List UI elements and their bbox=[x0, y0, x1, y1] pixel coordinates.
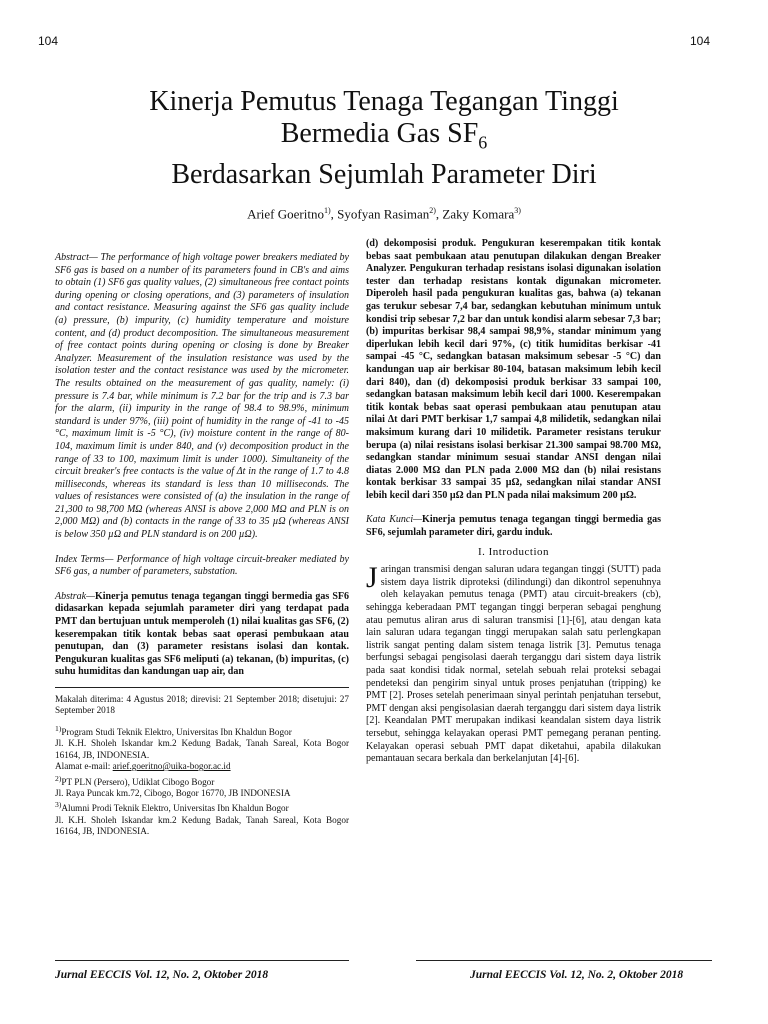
title-line-3: Berdasarkan Sejumlah Parameter Diri bbox=[171, 158, 597, 190]
author-3: , Zaky Komara bbox=[435, 206, 515, 222]
affiliation-3-address: Jl. K.H. Sholeh Iskandar km.2 Kedung Badak, Tanah Sareal, Kota Bogor 16164, JB, INDONESIA. bbox=[55, 814, 349, 837]
page-number-left: 104 bbox=[38, 34, 59, 48]
left-column bbox=[55, 252, 349, 838]
author-1: Arief Goeritno bbox=[247, 206, 324, 222]
affiliation-2-address: Jl. Raya Puncak km.72, Cibogo, Bogor 16770, JB INDONESIA bbox=[55, 787, 291, 798]
intro-paragraph bbox=[366, 561, 661, 766]
affiliation-1-mark: 1) bbox=[55, 723, 62, 733]
footnote-divider bbox=[55, 687, 349, 688]
author-2-mark: 2) bbox=[429, 206, 436, 215]
abstract-english bbox=[55, 252, 349, 542]
author-list bbox=[0, 206, 768, 222]
title-subscript: 6 bbox=[478, 132, 488, 153]
drop-cap: J bbox=[366, 561, 378, 595]
footer-rule-left bbox=[55, 960, 349, 961]
page-number-right: 104 bbox=[689, 34, 710, 48]
paper-title bbox=[0, 86, 768, 191]
affiliation-3-mark: 3) bbox=[55, 800, 62, 810]
section-heading-introduction: I. Introduction bbox=[477, 545, 550, 558]
affiliation-3 bbox=[55, 799, 349, 837]
email-label: Alamat e-mail: bbox=[55, 761, 113, 772]
author-3-mark: 3) bbox=[514, 206, 521, 215]
affiliation-2-name: PT PLN (Persero), Udiklat Cibogo Bogor bbox=[61, 776, 215, 787]
kata-kunci bbox=[366, 514, 661, 539]
index-terms-label: Index Terms— bbox=[55, 553, 114, 565]
affiliation-3-name: Alumni Prodi Teknik Elektro, Universitas Ibn Khaldun Bogor bbox=[61, 803, 289, 814]
author-2: , Syofyan Rasiman bbox=[330, 206, 430, 222]
abstrak-text: Kinerja pemutus tenaga tegangan tinggi bermedia gas SF6 didasarkan kepada sejumlah parameter diri yang terdapat pada PMT dan bertujuan untuk memperoleh (1) nilai kualitas gas SF6, (2) keserempakan titik kontak bebas saat operasi pembukaan atau penutupan, dan (3) parameter resistans isolasi dan kontak. Pengukuran kualitas gas SF6 meliputi (a) tekanan, (b) impuritas, (c) suhu humiditas dan kandungan uap air, dan bbox=[55, 590, 349, 678]
abstract-text: The performance of high voltage power breakers mediated by SF6 gas is based on a number of its parameters found in CB's and aims to obtain (1) SF6 gas quality values, (2) simultaneous free contact points during opening or closing operations, and (3) parameters of insulation and contact resistance. Measuring against the SF6 gas quality include (a) pressure, (b) impurity, (c) humidity temperature and moisture content, and (d) product decomposition. The simultaneous measurement of free contact points during opening or closing is done by Breaker Analyzer. Measurement of the insulation resistance was used by the isolation tester and the contact resistance was used by the micrometer. The results obtained on the measurement of gas quality, namely: (i) pressure is 7.4 bar, while minimum is 7.2 bar for the trip and is 7.3 bar for the alarm, (ii) impurity in the range of 98.4 to 98.9%, minimum standard is under 97%, (iii) point of humidity in the range of -41 to -45 °C, maximum limit is -5 °C), (iv) moisture content in the range of 80-104, maximum limit is under 840, and (v) decomposition product in the range of 33 to 100, maximum limit is under 1000). Simultaneity of the circuit breaker's free contacts is the value of Δt in the range of 1.7 to 4.8 milliseconds, whereas its standard is less than 10 milliseconds. The values of resistances were consisted of (a) the insulation in the range of 21,300 to 98,700 MΩ (whereas ANSI is above 2,000 MΩ and PLN is on 2,000 MΩ) and (b) contacts in the range of 33 to 35 µΩ (whereas ANSI is below 350 µΩ and PLN standard is on 200 µΩ). bbox=[55, 252, 349, 541]
journal-footer-left: Jurnal EECCIS Vol. 12, No. 2, Oktober 2018 bbox=[55, 969, 269, 981]
title-line-2-text: Bermedia Gas SF bbox=[280, 118, 479, 149]
right-column bbox=[366, 238, 661, 766]
abstract-label: Abstract— bbox=[55, 252, 98, 263]
received-dates: Makalah diterima: 4 Agustus 2018; direvisi: 21 September 2018; disetujui: 27 September 2018 bbox=[55, 694, 349, 716]
abstrak-continued: (d) dekomposisi produk. Pengukuran keserempakan titik kontak bebas saat pembukaan atau penutupan dilakukan dengan Breaker Analyzer. Pengukuran terhadap resistans isolasi digunakan isolation tester dan terhadap resistans kontak digunakan micrometer. Diperoleh hasil pada pengukuran kualitas gas, bahwa (a) tekanan gas terukur sebesar 7,4 bar, sedangkan kebutuhan minimum untuk kondisi trip sebesar 7,2 bar dan untuk kondisi alarm sebesar 7,3 bar; (b) impuritas berkisar 98,4 sampai 98,9%, standar minimum yang diperlukan lebih kecil dari 97%, (c) titik humiditas berkisar -41 sampai -45 °C, sedangkan batasan maksimum sebesar -5 °C) dan kandungan uap air berkisar 80-104, batasan maksimum lebih kecil dari 840), dan (d) dekomposisi produk berkisar 33 sampai 100, sedangkan batasan maksimum lebih kecil dari 1000. Keserempakan titik kontak bebas saat operasi pembukaan atau penutupan atau nilai Δt dari PMT berkisar 1,7 sampai 4,8 milidetik, sedangkan nilai maksimum kurang dari 10 milidetik. Parameter resistans terukur berupa (a) nilai resistans isolasi berkisar 21.300 sampai 98.700 MΩ, sedangkan standar minimum sesuai standar ANSI dengan nilai diatas 2.000 MΩ dan PLN pada 2.000 MΩ dan (b) nilai resistans kontak berkisar 33 sampai 35 µΩ, sedangkan nilai standar ANSI lebih kecil dari 350 µΩ dan PLN pada nilai maksimum 200 µΩ. bbox=[366, 238, 661, 501]
affiliation-2-mark: 2) bbox=[55, 773, 62, 783]
kata-kunci-text: Kinerja pemutus tenaga tegangan tinggi bermedia gas SF6, sejumlah parameter diri, gardu induk. bbox=[366, 514, 662, 539]
author-1-mark: 1) bbox=[323, 206, 331, 215]
index-terms-text: Performance of high voltage circuit-breaker mediated by SF6 gas, a number of parameters, substation. bbox=[55, 553, 349, 578]
kata-kunci-label: Kata Kunci— bbox=[366, 514, 423, 526]
abstrak-indonesian bbox=[55, 591, 349, 679]
index-terms bbox=[55, 554, 349, 579]
journal-footer-right: Jurnal EECCIS Vol. 12, No. 2, Oktober 2018 bbox=[470, 969, 684, 981]
email-link[interactable]: arief.goeritno@uika-bogor.ac.id bbox=[112, 761, 231, 772]
title-line-1: Kinerja Pemutus Tenaga Tegangan Tinggi bbox=[149, 86, 619, 117]
title-line-2 bbox=[0, 118, 768, 159]
affiliation-2 bbox=[55, 773, 349, 800]
affiliation-1-name: Program Studi Teknik Elektro, Universitas Ibn Khaldun Bogor bbox=[61, 726, 292, 737]
affiliation-1 bbox=[55, 723, 349, 773]
abstrak-label: Abstrak— bbox=[55, 590, 95, 602]
intro-text: aringan transmisi dengan saluran udara tegangan tinggi (SUTT) pada sistem daya listrik diproteksi (dilindungi) dan dikontrol sepenuhnya oleh kelayakan pemutus tenaga (PMT) atau circuit-breakers (cb), sehingga keberadaan PMT tegangan tinggi berperan sebagai penghung atau pemutus aliran arus di saluran transmisi [1]-[6], atau dengan kata lain saluran udara tegangan tinggi merupakan salah satu perlengkapan listrik sangat penting dalam sistem tenaga listrik [3]. Pemutus tenaga berfungsi sebagai pengisolasi daerah terganggu dari sistem daya listrik pada saat kondisi tidak normal, setelah sebuah relai proteksi sebagai pendeteksi dan pengirim sinyal untuk proses penjatuhan (tripping) ke PMT [2]. Proses setelah penerimaan sinyal perintah penjatuhan tersebut, PMT dengan aksi pengisolasian daerah terganggu dari sistem daya listrik [2]. Keandalan PMT merupakan indikasi keandalan sistem daya listrik tersebut, sehingga kelayakan operasi PMT pemegang peranan penting. Kelayakan operasi sebuah PMT dapat diketahui, apabila dilakukan pemantauan secara berkala dan berkelanjutan [4]-[6]. bbox=[366, 564, 661, 765]
footer-rule-right bbox=[416, 960, 712, 961]
affiliation-1-address: Jl. K.H. Sholeh Iskandar km.2 Kedung Badak, Tanah Sareal, Kota Bogor 16164, JB, INDONESIA. bbox=[55, 738, 349, 760]
